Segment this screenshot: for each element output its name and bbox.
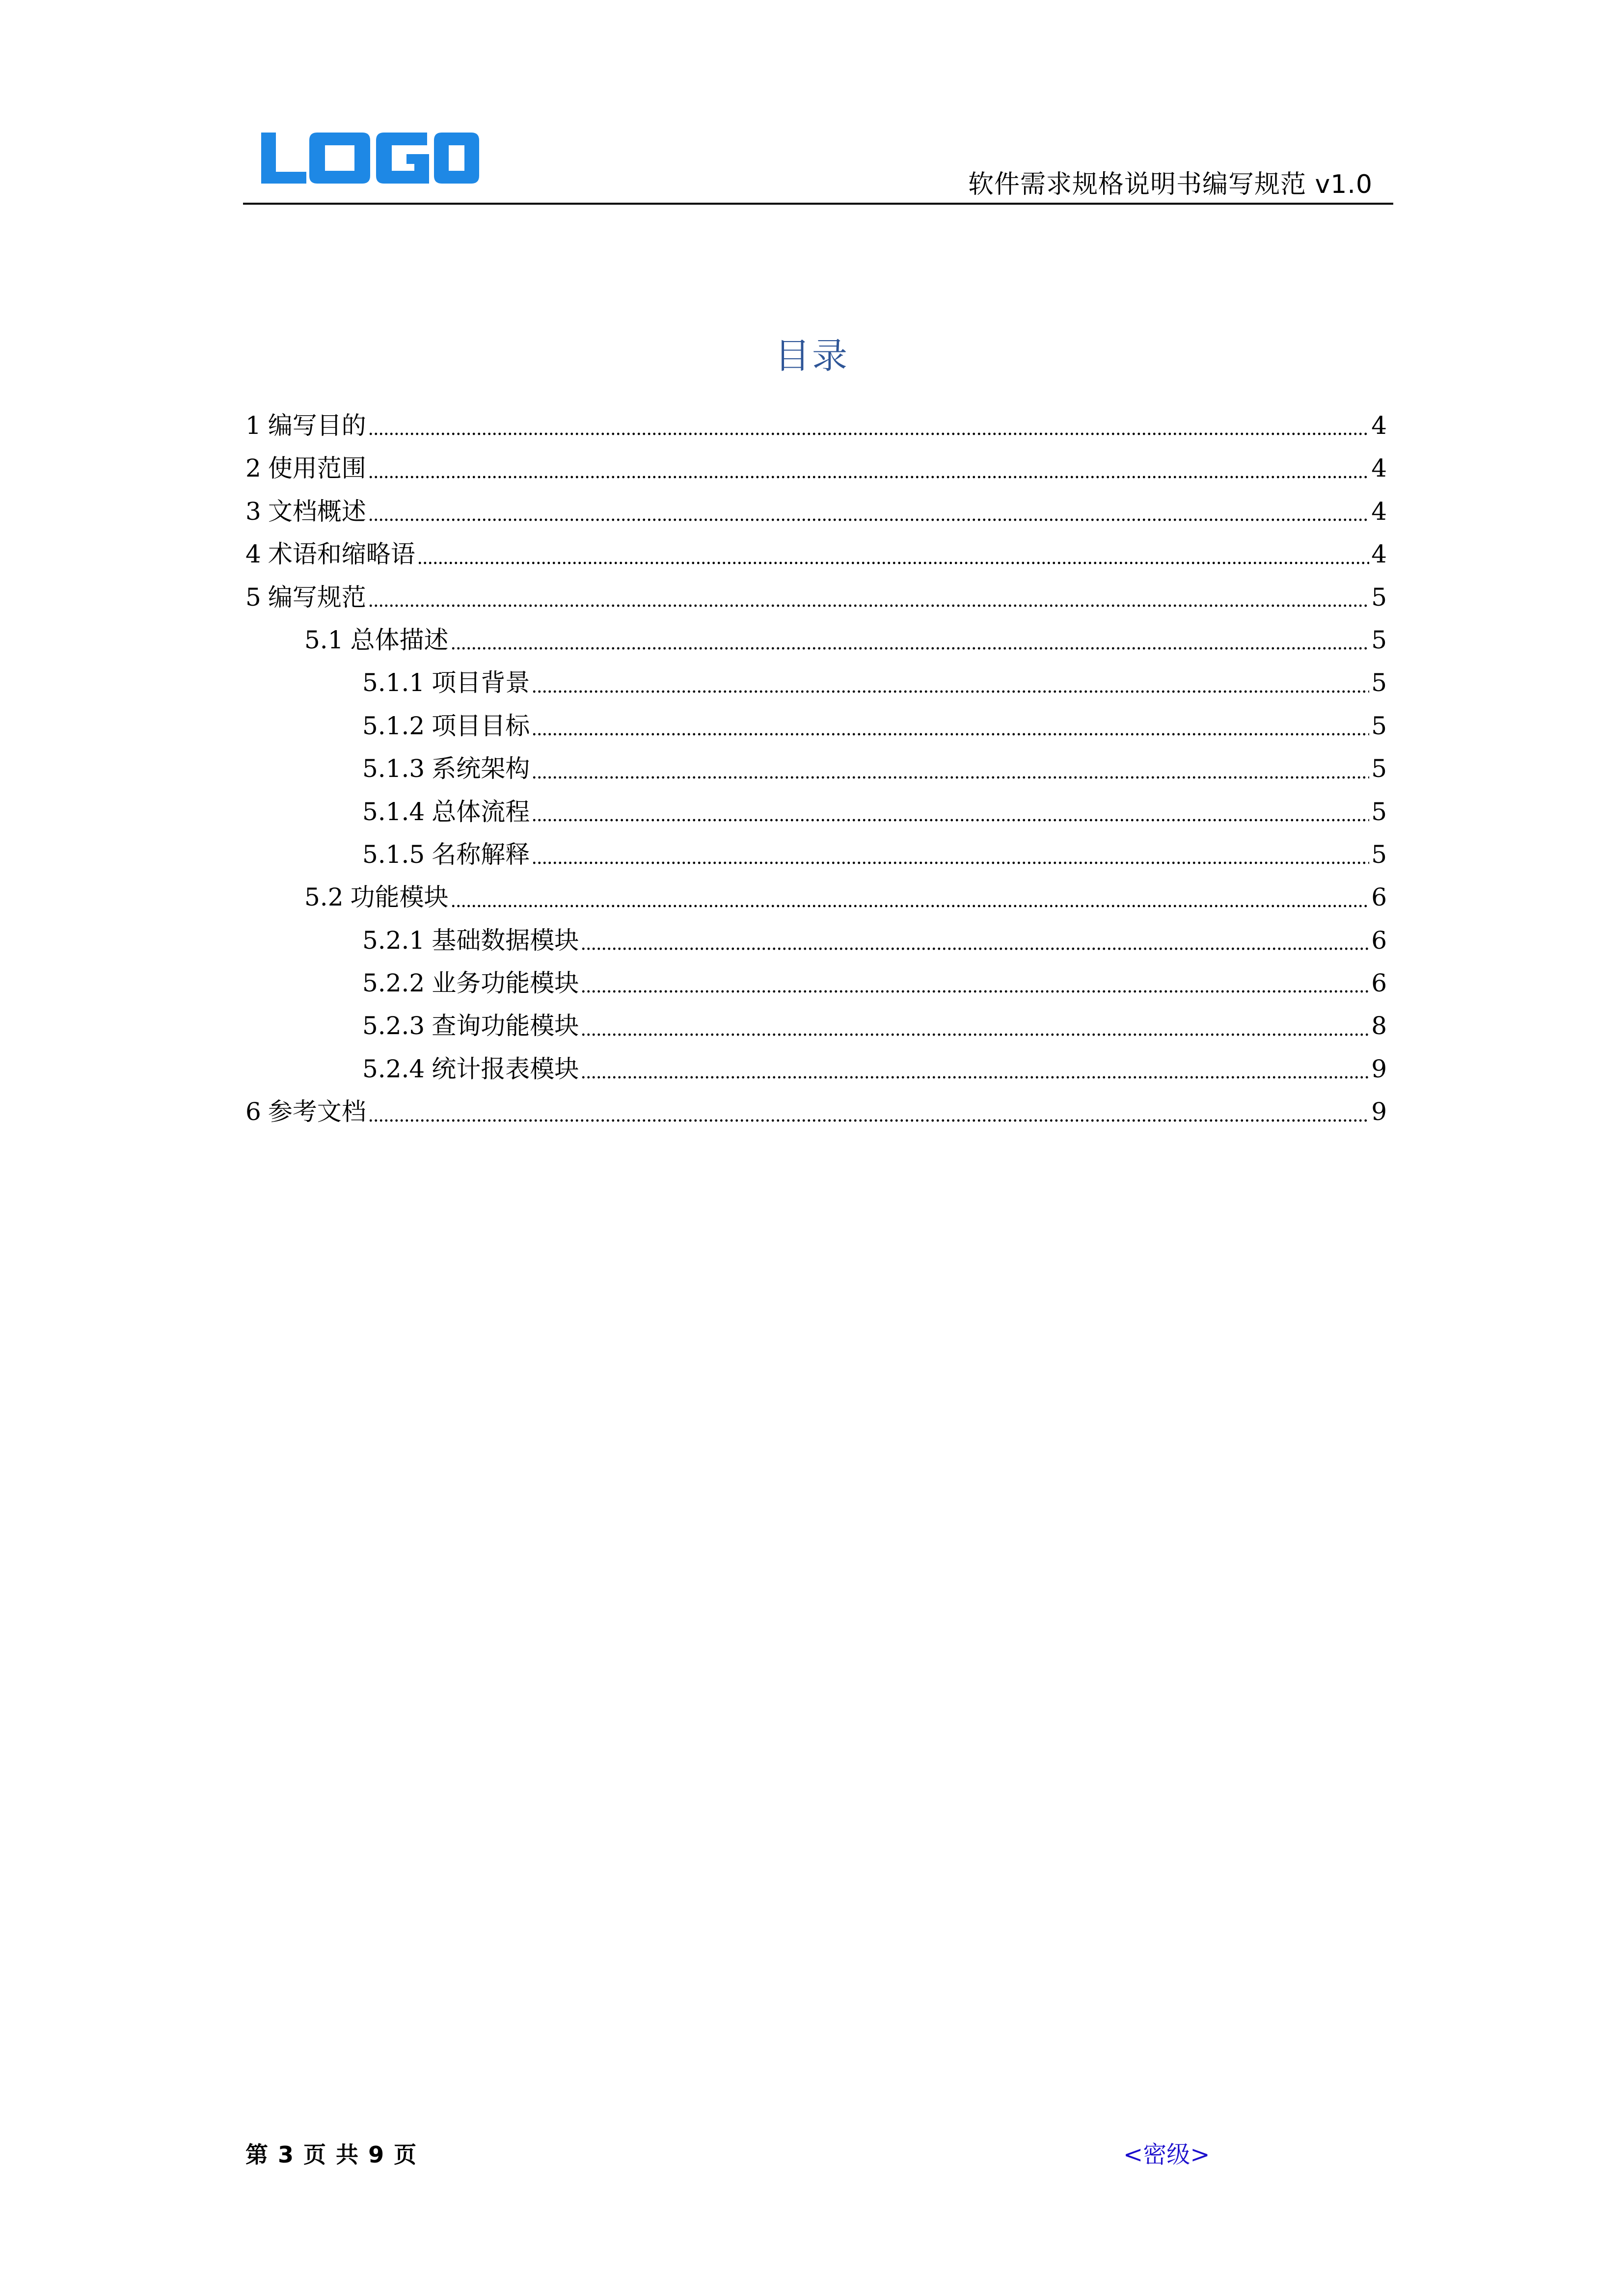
toc-entry-title: 功能模块 xyxy=(350,883,449,912)
toc-entry-title: 系统架构 xyxy=(432,754,530,783)
toc-entry[interactable] xyxy=(245,919,1387,962)
toc-entry[interactable] xyxy=(245,962,1387,1005)
toc-entry-page: 8 xyxy=(1371,1012,1387,1041)
toc-entry-page: 4 xyxy=(1371,497,1387,526)
toc-entry-title: 使用范围 xyxy=(268,454,366,483)
toc-dot-leader xyxy=(532,860,1369,865)
toc-entry-number: 5.1.5 xyxy=(362,840,425,869)
toc-entry-page: 6 xyxy=(1371,883,1387,912)
toc-entry-page: 5 xyxy=(1371,840,1387,869)
toc-entry-number: 5.1 xyxy=(304,625,344,654)
toc-entry-page: 5 xyxy=(1371,711,1387,740)
toc-entry-title: 统计报表模块 xyxy=(432,1054,579,1083)
toc-entry-number: 5.1.4 xyxy=(362,797,425,826)
header-divider xyxy=(243,203,1393,205)
table-of-contents xyxy=(245,404,1387,1134)
toc-entry-number: 1 xyxy=(245,411,261,440)
toc-dot-leader xyxy=(417,561,1369,565)
toc-entry-number: 5.1.1 xyxy=(362,668,425,697)
toc-entry[interactable] xyxy=(245,404,1387,447)
footer-classification: <密级> xyxy=(1123,2141,1210,2168)
toc-entry-page: 9 xyxy=(1371,1097,1387,1126)
toc-dot-leader xyxy=(581,989,1369,994)
toc-entry-page: 5 xyxy=(1371,754,1387,783)
toc-entry-title: 基础数据模块 xyxy=(432,926,579,955)
logo xyxy=(259,129,481,187)
toc-dot-leader xyxy=(451,646,1370,651)
toc-entry[interactable] xyxy=(245,1091,1387,1133)
toc-entry-title: 总体描述 xyxy=(350,625,449,654)
toc-entry[interactable] xyxy=(245,447,1387,490)
toc-entry[interactable] xyxy=(245,833,1387,876)
toc-dot-leader xyxy=(532,732,1369,737)
toc-entry[interactable] xyxy=(245,619,1387,662)
toc-entry-title: 查询功能模块 xyxy=(432,1012,579,1041)
toc-entry-number: 5.1.2 xyxy=(362,711,425,740)
toc-entry-title: 参考文档 xyxy=(268,1097,366,1126)
toc-dot-leader xyxy=(532,689,1369,694)
toc-entry[interactable] xyxy=(245,1048,1387,1091)
toc-dot-leader xyxy=(581,946,1369,951)
toc-entry-number: 5 xyxy=(245,583,261,612)
toc-entry-title: 编写目的 xyxy=(268,411,366,440)
toc-entry-title: 名称解释 xyxy=(432,840,530,869)
toc-entry-title: 术语和缩略语 xyxy=(268,540,415,569)
toc-dot-leader xyxy=(581,1075,1369,1080)
toc-entry-page: 4 xyxy=(1371,411,1387,440)
toc-entry-title: 业务功能模块 xyxy=(432,969,579,998)
toc-entry[interactable] xyxy=(245,748,1387,790)
toc-entry-title: 总体流程 xyxy=(432,797,530,826)
toc-entry-number: 4 xyxy=(245,540,261,569)
document-title: 软件需求规格说明书编写规范 v1.0 xyxy=(968,170,1373,199)
toc-dot-leader xyxy=(451,904,1370,908)
toc-entry-number: 5.1.3 xyxy=(362,754,425,783)
toc-dot-leader xyxy=(532,818,1369,823)
toc-entry-page: 5 xyxy=(1371,625,1387,654)
toc-entry-title: 编写规范 xyxy=(268,583,366,612)
toc-entry[interactable] xyxy=(245,791,1387,833)
toc-entry-number: 2 xyxy=(245,454,261,483)
toc-entry-page: 5 xyxy=(1371,668,1387,697)
toc-entry-number: 6 xyxy=(245,1097,261,1126)
toc-entry-number: 5.2.2 xyxy=(362,969,425,998)
toc-entry-title: 项目背景 xyxy=(432,668,530,697)
toc-entry[interactable] xyxy=(245,876,1387,919)
toc-dot-leader xyxy=(532,775,1369,780)
toc-entry-page: 5 xyxy=(1371,583,1387,612)
toc-dot-leader xyxy=(368,475,1369,480)
toc-entry[interactable] xyxy=(245,705,1387,748)
toc-dot-leader xyxy=(368,1118,1369,1123)
toc-entry-number: 5.2.4 xyxy=(362,1054,425,1083)
toc-entry[interactable] xyxy=(245,490,1387,533)
toc-entry[interactable] xyxy=(245,576,1387,619)
toc-entry-page: 4 xyxy=(1371,540,1387,569)
logo-graphic xyxy=(259,129,481,187)
toc-entry-page: 4 xyxy=(1371,454,1387,483)
toc-entry-page: 9 xyxy=(1371,1054,1387,1083)
toc-dot-leader xyxy=(368,431,1369,436)
toc-entry-page: 6 xyxy=(1371,926,1387,955)
toc-entry[interactable] xyxy=(245,662,1387,704)
toc-entry-page: 6 xyxy=(1371,969,1387,998)
toc-heading: 目录 xyxy=(774,335,849,376)
toc-dot-leader xyxy=(581,1032,1369,1037)
toc-dot-leader xyxy=(368,517,1369,522)
toc-entry-page: 5 xyxy=(1371,797,1387,826)
toc-entry[interactable] xyxy=(245,1005,1387,1047)
toc-entry[interactable] xyxy=(245,533,1387,576)
toc-entry-number: 5.2 xyxy=(304,883,344,912)
footer-page-info: 第 3 页 共 9 页 xyxy=(245,2141,418,2168)
toc-entry-title: 文档概述 xyxy=(268,497,366,526)
toc-entry-number: 3 xyxy=(245,497,261,526)
toc-entry-title: 项目目标 xyxy=(432,711,530,740)
toc-entry-number: 5.2.3 xyxy=(362,1012,425,1041)
toc-entry-number: 5.2.1 xyxy=(362,926,425,955)
toc-dot-leader xyxy=(368,603,1369,608)
